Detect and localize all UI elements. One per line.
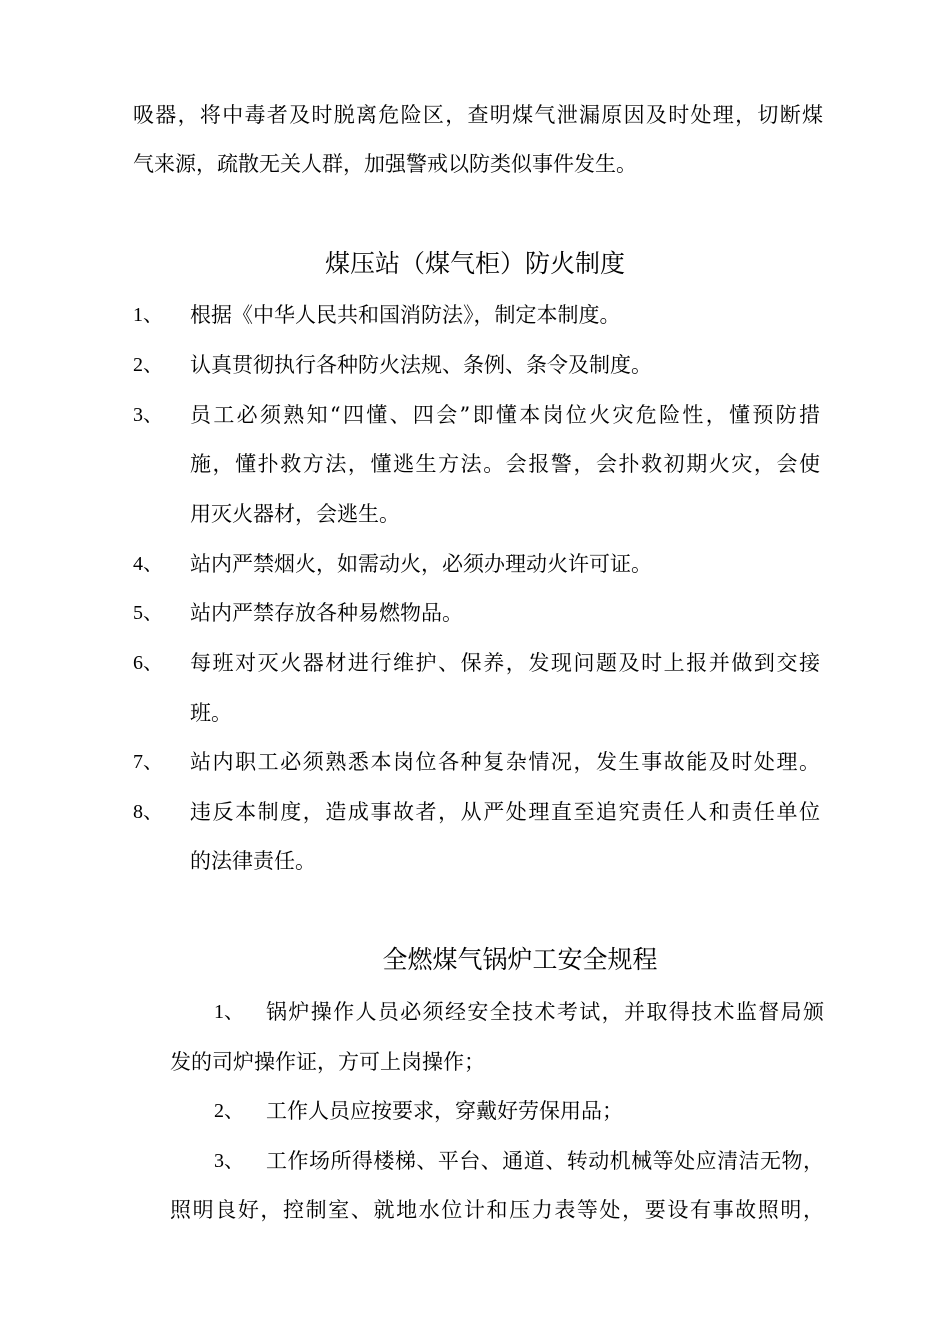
item-text: 员工必须熟知“四懂、四会”即懂本岗位火灾危险性，懂预防措 <box>190 403 820 427</box>
item-number: 1、 <box>214 1001 244 1023</box>
item-number: 2、 <box>133 354 163 376</box>
item-number: 3、 <box>214 1150 244 1172</box>
item-number: 7、 <box>133 751 163 773</box>
item-text: 认真贯彻执行各种防火法规、条例、条令及制度。 <box>190 353 652 377</box>
item-number: 6、 <box>133 652 163 674</box>
item-number: 8、 <box>133 801 163 823</box>
item-number: 5、 <box>133 602 163 624</box>
item-text: 违反本制度，造成事故者，从严处理直至追究责任人和责任单位 <box>190 800 820 824</box>
item-number: 2、 <box>214 1100 244 1122</box>
item-text: 的法律责任。 <box>190 849 316 873</box>
section2-title: 全燃煤气锅炉工安全规程 <box>382 945 658 974</box>
section1-title: 煤压站（煤气柜）防火制度 <box>324 249 625 278</box>
item-text: 用灭火器材，会逃生。 <box>190 502 400 526</box>
item-text: 根据《中华人民共和国消防法》，制定本制度。 <box>190 303 621 327</box>
item-text: 每班对灭火器材进行维护、保养，发现问题及时上报并做到交接 <box>190 651 820 675</box>
item-text: 发的司炉操作证，方可上岗操作； <box>170 1050 485 1074</box>
intro-line-1: 吸器，将中毒者及时脱离危险区，查明煤气泄漏原因及时处理，切断煤 <box>133 103 823 127</box>
item-text: 站内严禁烟火，如需动火，必须办理动火许可证。 <box>190 552 652 576</box>
item-text: 工作场所得楼梯、平台、通道、转动机械等处应清洁无物， <box>266 1149 824 1173</box>
intro-line-2: 气来源，疏散无关人群，加强警戒以防类似事件发生。 <box>133 152 637 176</box>
item-text: 工作人员应按要求，穿戴好劳保用品； <box>266 1099 623 1123</box>
item-text: 锅炉操作人员必须经安全技术考试，并取得技术监督局颁 <box>266 1000 824 1024</box>
item-number: 4、 <box>133 553 163 575</box>
item-text: 照明良好，控制室、就地水位计和压力表等处，要设有事故照明， <box>170 1198 824 1222</box>
item-text: 班。 <box>190 701 232 725</box>
item-text: 站内职工必须熟悉本岗位各种复杂情况，发生事故能及时处理。 <box>190 750 820 774</box>
item-number: 1、 <box>133 304 163 326</box>
item-number: 3、 <box>133 404 163 426</box>
item-text: 站内严禁存放各种易燃物品。 <box>190 601 463 625</box>
item-text: 施，懂扑救方法，懂逃生方法。会报警，会扑救初期火灾，会使 <box>190 452 820 476</box>
